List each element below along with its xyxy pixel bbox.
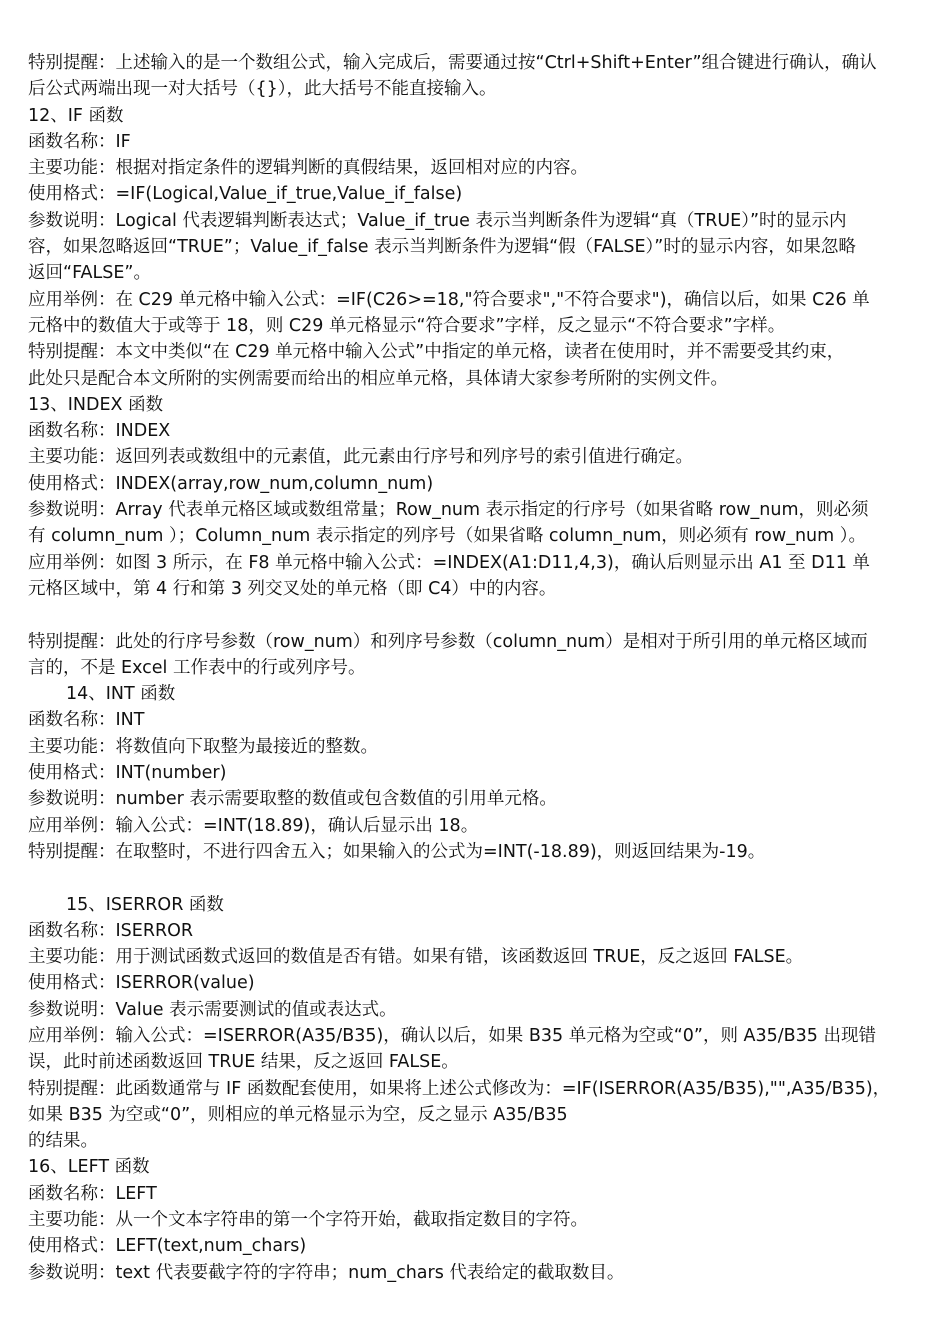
text-line: 有 column_num ）；Column_num 表示指定的列序号（如果省略 column_num，则必须有 row_num ）。 [28, 526, 866, 547]
text-line: 特别提醒：在取整时，不进行四舍五入；如果输入的公式为=INT(-18.89)，则返回结果为-19。 [28, 841, 766, 862]
text-line: 主要功能：根据对指定条件的逻辑判断的真假结果，返回相对应的内容。 [28, 158, 588, 179]
text-line: 函数名称：LEFT [28, 1183, 157, 1204]
section-heading-int: 14、INT 函数 [66, 684, 176, 705]
section-heading-index: 13、INDEX 函数 [28, 394, 164, 415]
document-page [28, 50, 918, 1286]
section-heading-left: 16、LEFT 函数 [28, 1157, 150, 1178]
text-line: 误，此时前述函数返回 TRUE 结果，反之返回 FALSE。 [28, 1052, 459, 1073]
blank-line [28, 602, 918, 628]
section-heading-iserror: 15、ISERROR 函数 [66, 894, 224, 915]
text-line: 使用格式：INDEX(array,row_num,column_num) [28, 473, 434, 494]
text-line: 参数说明：Array 代表单元格区域或数组常量；Row_num 表示指定的行序号（如果省略 row_num，则必须 [28, 500, 869, 521]
text-line: 函数名称：IF [28, 131, 131, 152]
text-line: 言的，不是 Excel 工作表中的行或列序号。 [28, 657, 366, 678]
text-line: 主要功能：返回列表或数组中的元素值，此元素由行序号和列序号的索引值进行确定。 [28, 447, 693, 468]
text-line: 返回“FALSE”。 [28, 263, 151, 284]
text-line: 函数名称：ISERROR [28, 920, 194, 941]
text-line: 应用举例：输入公式：=ISERROR(A35/B35)，确认以后，如果 B35 单元格为空或“0”，则 A35/B35 出现错 [28, 1025, 877, 1046]
text-line: 元格区域中，第 4 行和第 3 列交叉处的单元格（即 C4）中的内容。 [28, 578, 557, 599]
text-line: 如果 B35 为空或“0”，则相应的单元格显示为空，反之显示 A35/B35 [28, 1104, 568, 1125]
text-line: 使用格式：LEFT(text,num_chars) [28, 1236, 307, 1257]
blank-line [28, 865, 918, 891]
text-line: 参数说明：number 表示需要取整的数值或包含数值的引用单元格。 [28, 789, 557, 810]
text-line: 函数名称：INT [28, 710, 145, 731]
text-line: 此处只是配合本文所附的实例需要而给出的相应单元格，具体请大家参考所附的实例文件。 [28, 368, 728, 389]
text-line: 元格中的数值大于或等于 18，则 C29 单元格显示“符合要求”字样，反之显示“不符合要求”字样。 [28, 315, 786, 336]
text-line: 特别提醒：此函数通常与 IF 函数配套使用，如果将上述公式修改为：=IF(ISERROR(A35/B35),"",A35/B35)， [28, 1078, 891, 1099]
text-line: 主要功能：将数值向下取整为最接近的整数。 [28, 736, 378, 757]
section-heading-if: 12、IF 函数 [28, 105, 124, 126]
text-line: 后公式两端出现一对大括号（{}），此大括号不能直接输入。 [28, 79, 497, 100]
text-line: 使用格式：ISERROR(value) [28, 973, 255, 994]
text-line: 参数说明：text 代表要截字符的字符串；num_chars 代表给定的截取数目。 [28, 1262, 625, 1283]
text-line: 应用举例：如图 3 所示，在 F8 单元格中输入公式：=INDEX(A1:D11,4,3)，确认后则显示出 A1 至 D11 单 [28, 552, 870, 573]
text-line: 参数说明：Value 表示需要测试的值或表达式。 [28, 999, 397, 1020]
text-line: 参数说明：Logical 代表逻辑判断表达式；Value_if_true 表示当判断条件为逻辑“真（TRUE）”时的显示内 [28, 210, 847, 231]
text-line: 函数名称：INDEX [28, 421, 171, 442]
text-line: 应用举例：在 C29 单元格中输入公式：=IF(C26>=18,"符合要求","不符合要求")，确信以后，如果 C26 单 [28, 289, 870, 310]
text-line: 特别提醒：上述输入的是一个数组公式，输入完成后，需要通过按“Ctrl+Shift+Enter”组合键进行确认，确认 [28, 53, 877, 73]
text-line: 主要功能：用于测试函数式返回的数值是否有错。如果有错，该函数返回 TRUE，反之返回 FALSE。 [28, 947, 804, 968]
text-line: 使用格式：=IF(Logical,Value_if_true,Value_if_false) [28, 184, 463, 205]
text-line: 应用举例：输入公式：=INT(18.89)，确认后显示出 18。 [28, 815, 479, 836]
text-line: 使用格式：INT(number) [28, 763, 227, 784]
text-line: 特别提醒：此处的行序号参数（row_num）和列序号参数（column_num）是相对于所引用的单元格区域而 [28, 631, 868, 652]
text-line: 主要功能：从一个文本字符串的第一个字符开始，截取指定数目的字符。 [28, 1210, 588, 1231]
text-line: 的结果。 [28, 1131, 98, 1152]
text-line: 容，如果忽略返回“TRUE”；Value_if_false 表示当判断条件为逻辑“假（FALSE）”时的显示内容，如果忽略 [28, 237, 856, 258]
text-line: 特别提醒：本文中类似“在 C29 单元格中输入公式”中指定的单元格，读者在使用时，并不需要受其约束， [28, 342, 845, 363]
